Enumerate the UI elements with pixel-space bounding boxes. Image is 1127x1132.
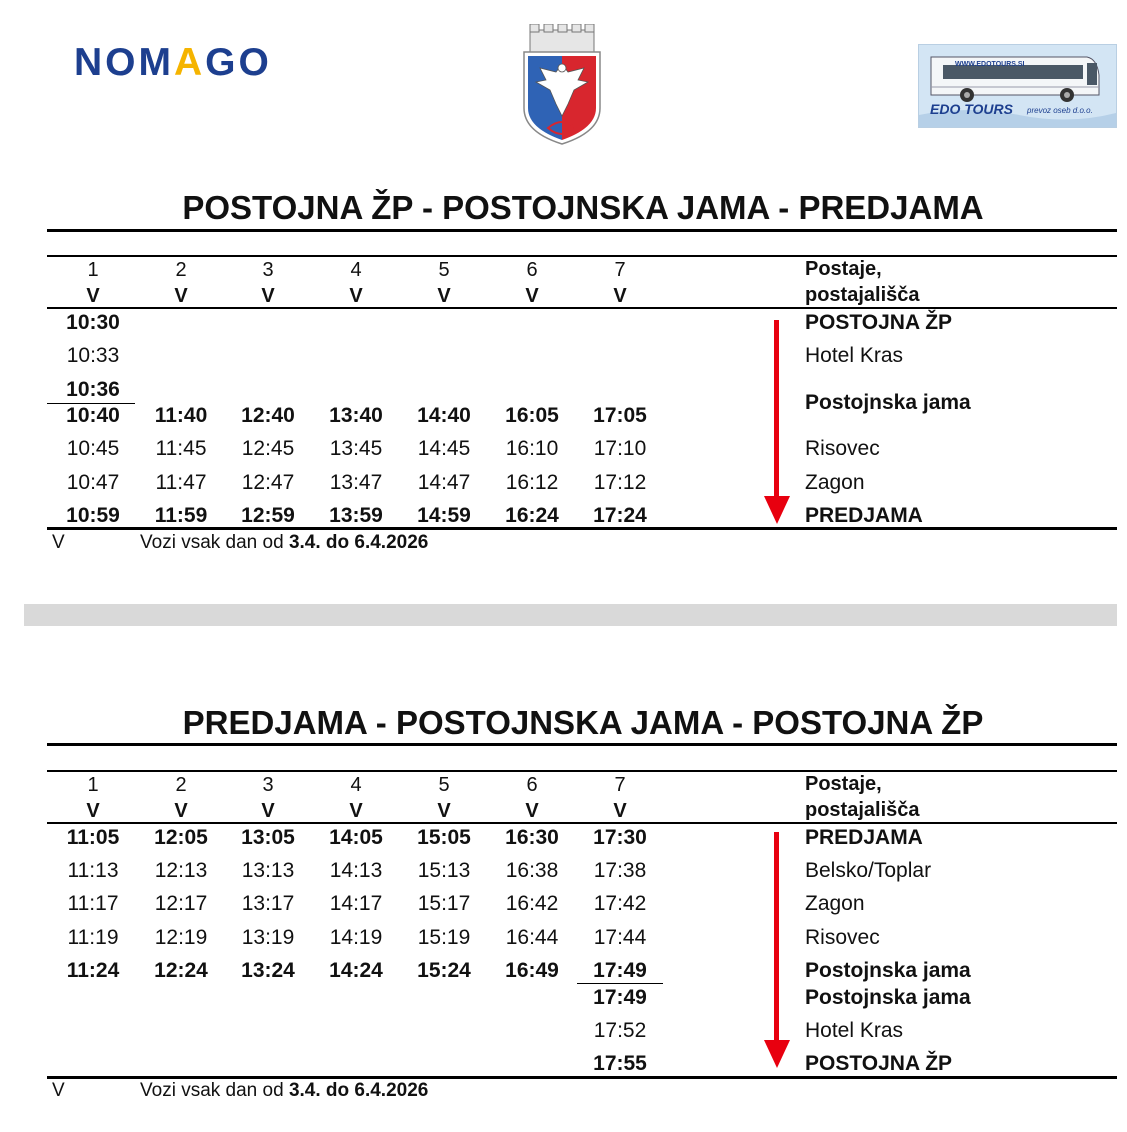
departure-time: 11:13 [67,859,119,882]
column-flag: V [525,800,539,822]
column-flag: V [86,285,100,307]
stops-header: postajališča [805,284,920,306]
departure-time: 17:30 [593,826,647,849]
departure-time: 16:10 [505,437,559,460]
departure-time: 17:24 [593,504,647,527]
departure-time: 13:05 [241,826,295,849]
departure-time: 11:45 [155,437,207,460]
column-flag: V [613,800,627,822]
column-number: 5 [438,774,450,796]
departure-time: 14:45 [417,437,471,460]
departure-time: 17:38 [593,859,647,882]
departure-time: 15:13 [417,859,471,882]
timetable1-header-bottom-rule [47,307,1117,309]
timetable1-title-rule [47,229,1117,232]
column-number: 2 [175,259,187,281]
departure-time: 12:24 [154,959,208,982]
departure-time: 14:59 [417,504,471,527]
departure-time: 15:19 [417,926,471,949]
departure-time: 12:47 [241,471,295,494]
departure-time: 13:24 [241,959,295,982]
timetable1-footnote: Vozi vsak dan od 3.4. do 6.4.2026 [140,532,429,553]
departure-time: 13:17 [241,892,295,915]
departure-time: 16:42 [505,892,559,915]
timetable1-header-top-rule [47,255,1117,257]
departure-time: 16:05 [505,404,559,427]
departure-time: 11:19 [67,926,119,949]
timetable1-footnote-flag: V [52,532,65,553]
column-number: 7 [614,259,626,281]
departure-time: 10:30 [66,311,120,334]
departure-time: 11:40 [154,404,208,427]
departure-time: 14:13 [329,859,383,882]
stops-header: Postaje, [805,773,882,795]
stop-name: Zagon [805,892,865,915]
timetable2-footnote-flag: V [52,1080,65,1101]
column-flag: V [174,800,188,822]
timetable2-bottom-rule [47,1076,1117,1079]
stop-name: Belsko/Toplar [805,859,932,882]
column-flag: V [86,800,100,822]
stop-name: Zagon [805,471,865,494]
column-number: 6 [526,259,538,281]
departure-time: 17:49 [593,986,647,1009]
column-number: 4 [350,774,362,796]
timetable2-transfer-rule [577,983,663,984]
departure-time: 14:40 [417,404,471,427]
departure-time: 11:17 [67,892,119,915]
timetable2-header-top-rule [47,770,1117,772]
stop-name: PREDJAMA [805,504,923,527]
column-number: 4 [350,259,362,281]
departure-time: 11:47 [155,471,207,494]
timetable1-bottom-rule [47,527,1117,530]
departure-time: 17:49 [593,959,647,982]
departure-time: 16:30 [505,826,559,849]
departure-time: 14:19 [329,926,383,949]
edo-tours-logo [918,44,1117,128]
departure-time: 17:44 [593,926,647,949]
stop-name: POSTOJNA ŽP [805,1052,953,1075]
departure-time: 15:24 [417,959,471,982]
column-number: 2 [175,774,187,796]
timetable1-transfer-rule [47,403,135,404]
timetable2-header-bottom-rule [47,822,1117,824]
column-number: 3 [262,259,274,281]
stops-header: postajališča [805,799,920,821]
stop-name: Postojnska jama [805,986,971,1009]
column-number: 6 [526,774,538,796]
column-number: 3 [262,774,274,796]
section-separator [24,604,1117,626]
departure-time: 15:05 [417,826,471,849]
departure-time: 16:38 [505,859,559,882]
stop-name: Risovec [805,437,880,460]
down-arrow-icon [762,318,792,528]
departure-time: 12:59 [241,504,295,527]
departure-time: 17:05 [593,404,647,427]
departure-time: 15:17 [417,892,471,915]
departure-time: 12:45 [241,437,295,460]
departure-time: 14:47 [417,471,471,494]
stop-name: POSTOJNA ŽP [805,311,953,334]
timetable2-title: PREDJAMA - POSTOJNSKA JAMA - POSTOJNA ŽP [182,704,984,741]
column-number: 1 [87,259,99,281]
departure-time: 13:19 [241,926,295,949]
departure-time: 10:40 [66,404,120,427]
departure-time: 17:10 [593,437,647,460]
nomago-logo: NOMAGO [74,41,272,84]
departure-time: 14:05 [329,826,383,849]
stop-name: Hotel Kras [805,344,904,367]
departure-time: 12:13 [154,859,208,882]
coat-of-arms-logo [520,24,604,146]
stop-name: Postojnska jama [805,959,971,982]
column-flag: V [261,285,275,307]
stop-name: Hotel Kras [805,1019,904,1042]
departure-time: 14:17 [329,892,383,915]
departure-time: 10:36 [66,378,120,401]
departure-time: 10:45 [66,437,120,460]
departure-time: 12:19 [154,926,208,949]
departure-time: 17:12 [593,471,647,494]
stop-name: Risovec [805,926,880,949]
departure-time: 16:12 [505,471,559,494]
stop-name: Postojnska jama [805,391,971,414]
column-flag: V [613,285,627,307]
departure-time: 17:52 [593,1019,647,1042]
column-number: 1 [87,774,99,796]
column-flag: V [525,285,539,307]
departure-time: 13:13 [241,859,295,882]
departure-time: 13:47 [329,471,383,494]
column-flag: V [261,800,275,822]
edo-tours-url: WWW.EDOTOURS.SI [955,61,1025,68]
stop-name: PREDJAMA [805,826,923,849]
departure-time: 17:42 [593,892,647,915]
departure-time: 17:55 [593,1052,647,1075]
departure-time: 11:59 [154,504,208,527]
departure-time: 10:59 [66,504,120,527]
departure-time: 12:17 [154,892,208,915]
departure-time: 16:24 [505,504,559,527]
departure-time: 13:45 [329,437,383,460]
departure-time: 10:47 [66,471,120,494]
column-flag: V [437,800,451,822]
column-number: 7 [614,774,626,796]
column-flag: V [349,800,363,822]
down-arrow-icon [762,830,792,1070]
column-flag: V [437,285,451,307]
departure-time: 11:24 [66,959,120,982]
timetable2-footnote: Vozi vsak dan od 3.4. do 6.4.2026 [140,1080,429,1101]
departure-time: 16:49 [505,959,559,982]
timetable1-title: POSTOJNA ŽP - POSTOJNSKA JAMA - PREDJAMA [182,189,984,226]
edo-tours-name: EDO TOURS [930,101,1013,117]
departure-time: 16:44 [505,926,559,949]
departure-time: 10:33 [66,344,120,367]
stops-header: Postaje, [805,258,882,280]
column-number: 5 [438,259,450,281]
column-flag: V [174,285,188,307]
departure-time: 11:05 [66,826,120,849]
departure-time: 12:05 [154,826,208,849]
timetable2-title-rule [47,743,1117,746]
departure-time: 13:40 [329,404,383,427]
departure-time: 12:40 [241,404,295,427]
column-flag: V [349,285,363,307]
edo-tours-subtitle: prevoz oseb d.o.o. [1027,106,1093,115]
departure-time: 14:24 [329,959,383,982]
departure-time: 13:59 [329,504,383,527]
